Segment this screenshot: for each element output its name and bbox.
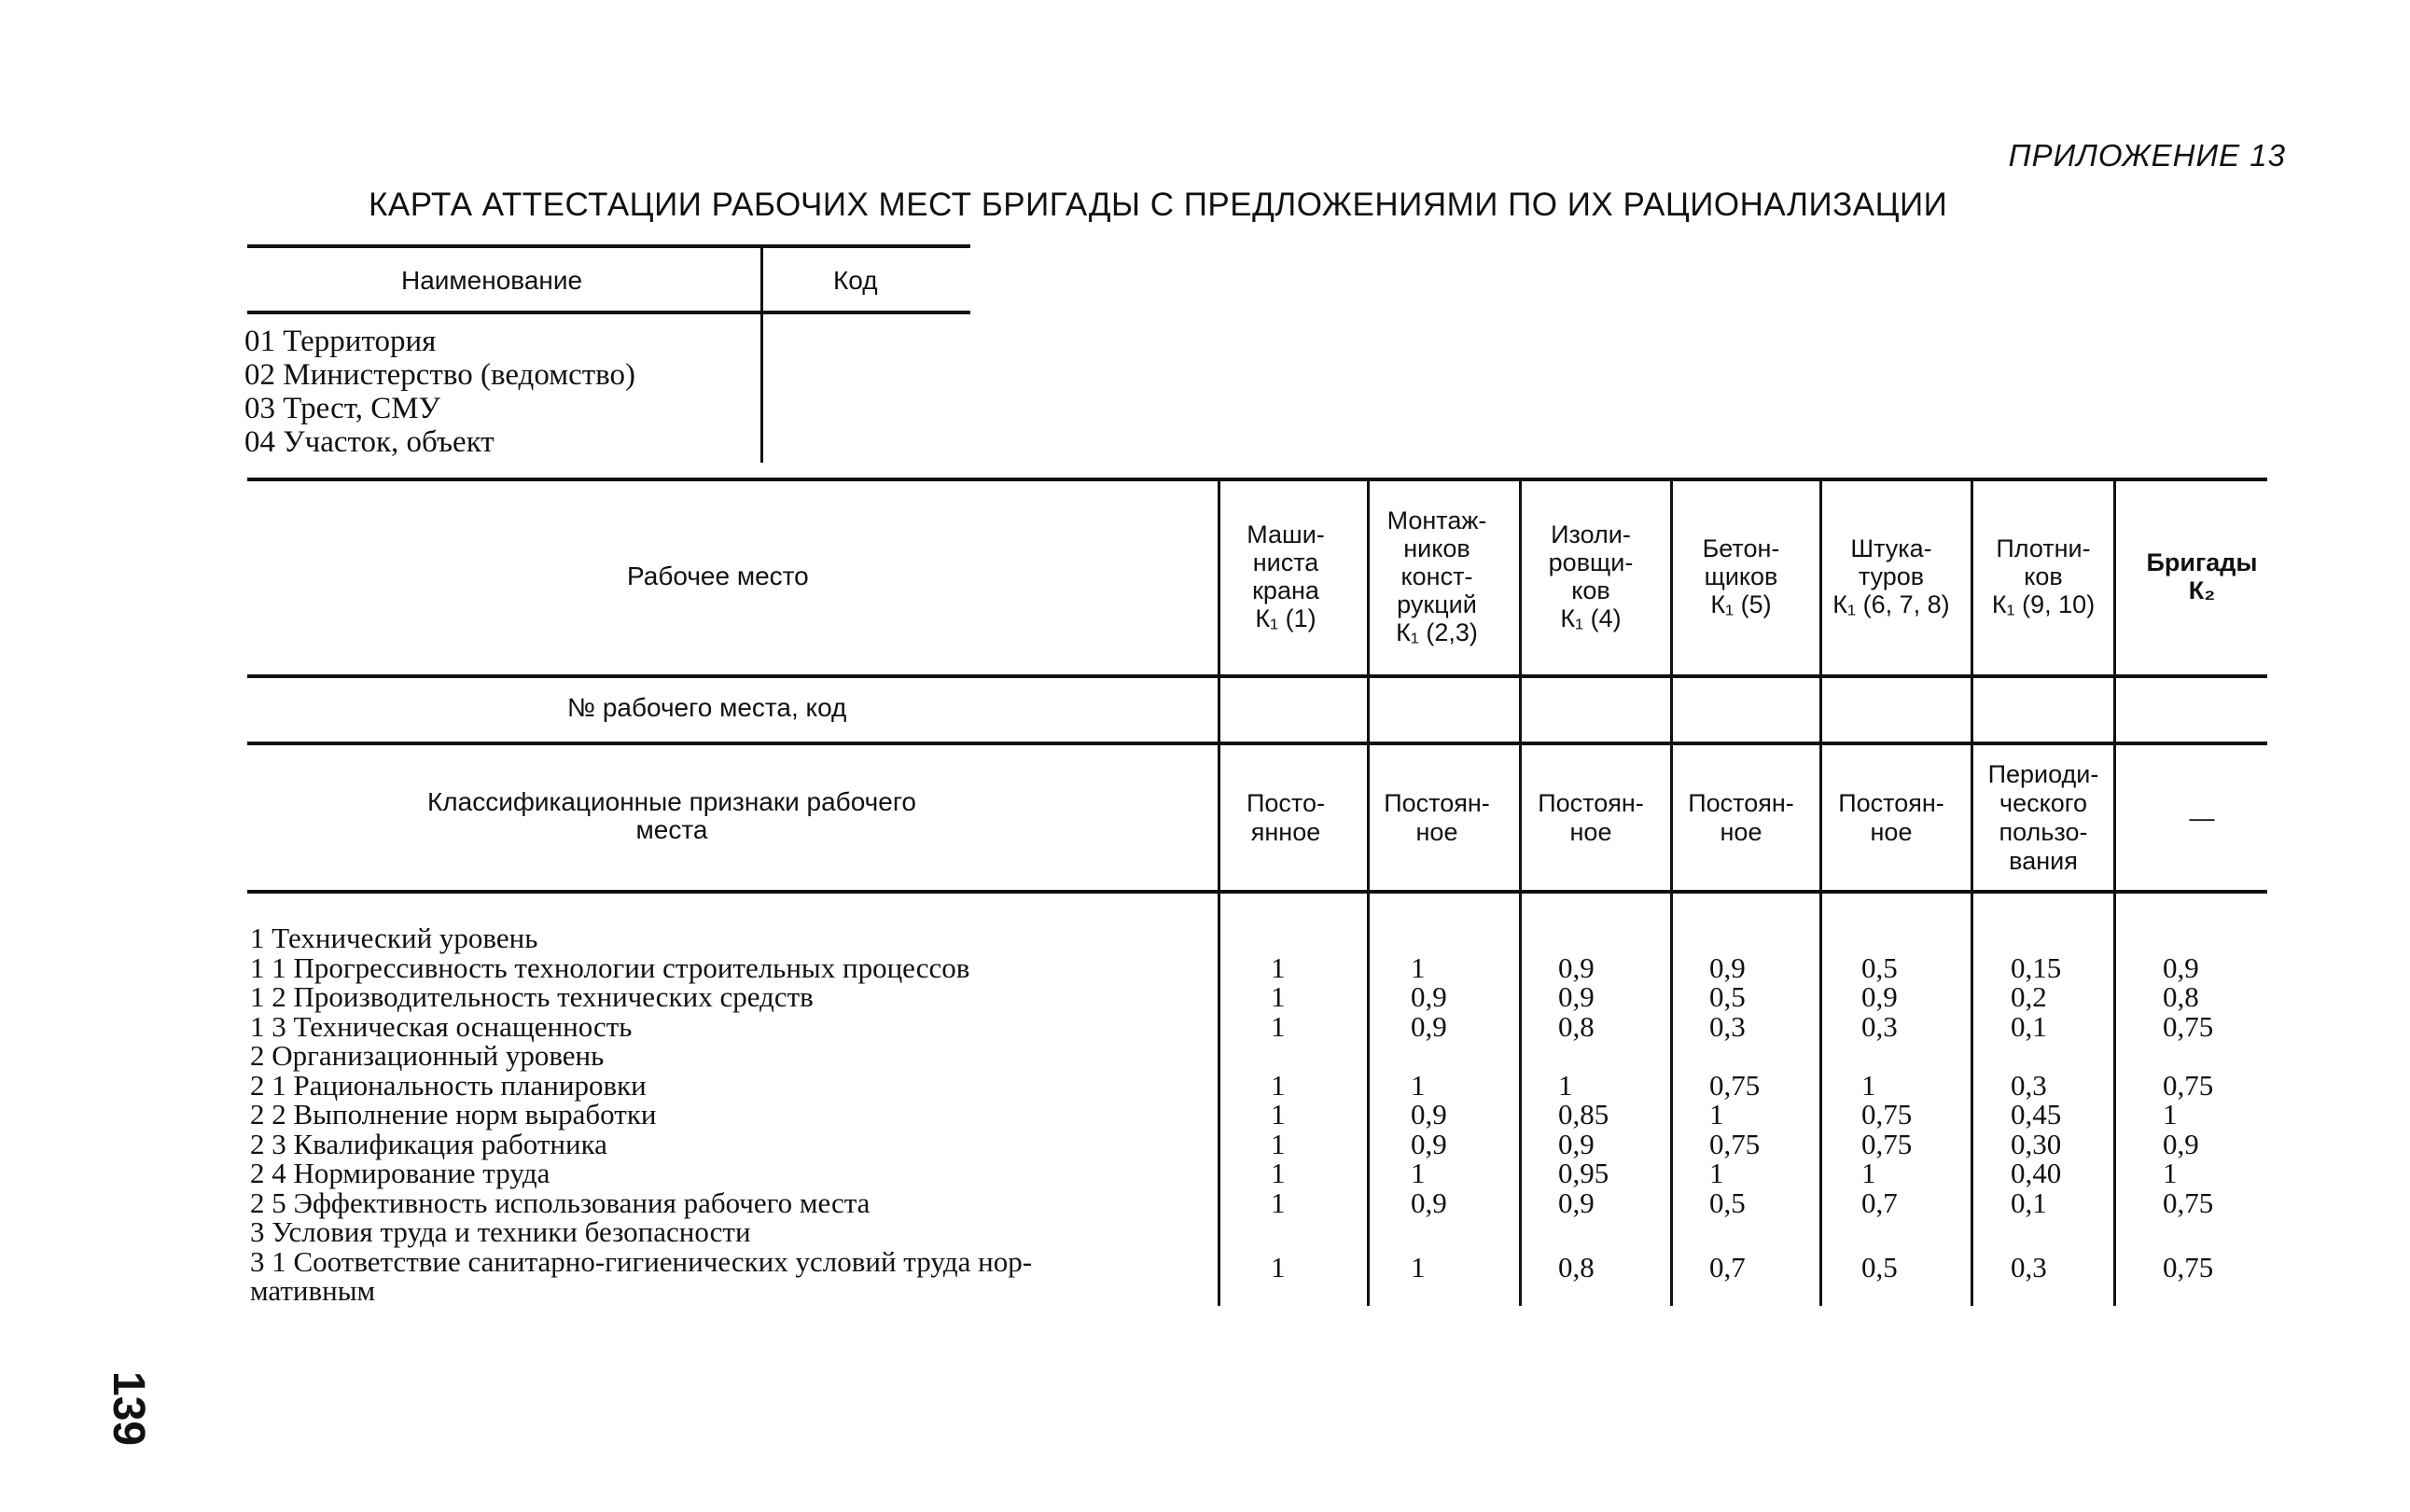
workplace-label: Рабочее место bbox=[627, 562, 809, 590]
classification-cell-line: Постоян- bbox=[1538, 789, 1644, 817]
table-cell-value: 1 bbox=[1271, 1250, 1286, 1283]
table-cell-value: 0,45 bbox=[2011, 1098, 2062, 1131]
classification-label-line-2: места bbox=[635, 815, 708, 844]
column-header bbox=[1818, 534, 1964, 618]
row-label: 2 4 Нормирование труда bbox=[250, 1157, 550, 1189]
row-label: 2 3 Квалификация работника bbox=[250, 1127, 607, 1160]
classification-cell-line: Постоян- bbox=[1384, 789, 1490, 817]
table-cell-value: 1 bbox=[2163, 1157, 2178, 1189]
table-cell-value: 0,75 bbox=[2163, 1186, 2214, 1219]
column-header-line: конст- bbox=[1400, 562, 1473, 590]
row-label: 1 Технический уровень bbox=[250, 922, 538, 954]
column-header-line: Бригады bbox=[2146, 548, 2258, 576]
table-cell-value: 0,7 bbox=[1861, 1186, 1898, 1219]
table-cell-value: 1 bbox=[1271, 980, 1286, 1013]
classification-cell-line: ческого bbox=[1999, 789, 2087, 817]
header-row: 03 Трест, СМУ bbox=[244, 392, 440, 425]
table-cell-value: 1 bbox=[1411, 1157, 1426, 1189]
row-label: 3 Условия труда и техники безопасности bbox=[250, 1215, 751, 1248]
column-header bbox=[1364, 506, 1510, 646]
table-cell-value: 1 bbox=[1861, 1068, 1876, 1102]
classification-cell-line: Постоян- bbox=[1838, 789, 1944, 817]
header-col-code: Код bbox=[833, 266, 878, 295]
table-cell-value: 1 bbox=[1411, 950, 1426, 984]
main-rule-3 bbox=[247, 742, 2267, 745]
table-cell-value: 0,75 bbox=[1709, 1127, 1761, 1160]
column-header-line: К₁ (5) bbox=[1710, 590, 1772, 618]
column-header bbox=[2129, 548, 2275, 604]
table-cell-value: 0,9 bbox=[1558, 950, 1595, 984]
classification-cell-line: ное bbox=[1569, 818, 1612, 846]
table-cell-value: 0,9 bbox=[1411, 980, 1447, 1013]
main-rule-2 bbox=[247, 674, 2267, 678]
row-label: мативным bbox=[250, 1274, 376, 1307]
column-header bbox=[1213, 520, 1358, 632]
document-title: КАРТА АТТЕСТАЦИИ РАБОЧИХ МЕСТ БРИГАДЫ С ПРЕДЛОЖЕНИЯМИ ПО ИХ РАЦИОНАЛИЗАЦИИ bbox=[369, 187, 1948, 223]
row-label: 2 5 Эффективность использования рабочего места bbox=[250, 1186, 871, 1219]
table-cell-value: 0,9 bbox=[1411, 1009, 1447, 1043]
header-col-name: Наименование bbox=[401, 266, 583, 295]
classification-cell-line: Посто- bbox=[1247, 789, 1325, 817]
table-cell-value: 1 bbox=[1271, 1186, 1286, 1219]
table-cell-value: 0,9 bbox=[1411, 1098, 1447, 1131]
table-cell-value: 1 bbox=[1271, 1157, 1286, 1189]
classification-cell bbox=[1969, 760, 2118, 876]
table-cell-value: 0,9 bbox=[2163, 1127, 2199, 1160]
table-cell-value: 0,5 bbox=[1861, 1250, 1898, 1283]
column-header-line: Бетон- bbox=[1702, 534, 1780, 562]
table-cell-value: 1 bbox=[1271, 1098, 1286, 1131]
column-header-line: К₁ (6, 7, 8) bbox=[1832, 590, 1950, 618]
column-header-line: Штука- bbox=[1850, 534, 1932, 562]
column-header-line: туров bbox=[1858, 562, 1925, 590]
table-cell-value: 1 bbox=[1271, 1009, 1286, 1043]
classification-cell-line: янное bbox=[1250, 818, 1321, 846]
column-header-line: крана bbox=[1252, 576, 1319, 604]
column-header bbox=[1971, 534, 2116, 618]
header-divider bbox=[760, 244, 763, 463]
row-label: 2 Организационный уровень bbox=[250, 1039, 605, 1072]
row-label: 1 1 Прогрессивность технологии строительных процессов bbox=[250, 950, 970, 984]
table-cell-value: 1 bbox=[1271, 1127, 1286, 1160]
table-cell-value: 0,30 bbox=[2011, 1127, 2062, 1160]
table-cell-value: 0,75 bbox=[1709, 1068, 1761, 1102]
column-header-line: ников bbox=[1403, 534, 1470, 562]
header-row: 01 Территория bbox=[244, 325, 437, 358]
column-header-line: К₂ bbox=[2188, 576, 2216, 604]
column-header-line: Монтаж- bbox=[1386, 506, 1487, 534]
table-cell-value: 1 bbox=[1411, 1250, 1426, 1283]
table-cell-value: 0,9 bbox=[1411, 1127, 1447, 1160]
row-label: 1 2 Производительность технических средств bbox=[250, 980, 814, 1013]
table-cell-value: 0,5 bbox=[1709, 980, 1746, 1013]
classification-cell-line: пользо- bbox=[1999, 818, 2088, 846]
table-cell-value: 0,8 bbox=[2163, 980, 2199, 1013]
column-header-line: К₁ (1) bbox=[1255, 603, 1316, 632]
table-cell-value: 1 bbox=[1271, 1068, 1286, 1102]
column-header-line: щиков bbox=[1704, 562, 1778, 590]
column-header bbox=[1668, 534, 1814, 618]
classification-cell bbox=[1211, 789, 1360, 847]
row-label: 2 1 Рациональность планировки bbox=[250, 1068, 647, 1102]
table-cell-value: 0,5 bbox=[1861, 950, 1898, 984]
table-cell-value: 0,9 bbox=[1411, 1186, 1447, 1219]
table-cell-value: 1 bbox=[1861, 1157, 1876, 1189]
table-cell-value: 0,8 bbox=[1558, 1009, 1595, 1043]
column-header-line: рукций bbox=[1397, 590, 1477, 618]
main-rule-4 bbox=[247, 890, 2267, 894]
header-top-rule bbox=[247, 244, 970, 248]
table-cell-value: 0,2 bbox=[2011, 980, 2047, 1013]
table-cell-value: 1 bbox=[1271, 950, 1286, 984]
table-cell-value: 0,3 bbox=[2011, 1250, 2047, 1283]
appendix-label: ПРИЛОЖЕНИЕ 13 bbox=[2008, 138, 2286, 173]
header-mid-rule bbox=[247, 311, 970, 314]
classification-cell-line: вания bbox=[2009, 847, 2078, 875]
classification-cell-line: Постоян- bbox=[1688, 789, 1794, 817]
table-cell-value: 1 bbox=[2163, 1098, 2178, 1131]
classification-cell-line: Периоди- bbox=[1987, 760, 2099, 788]
classification-cell bbox=[1817, 789, 1966, 847]
number-label: № рабочего места, код bbox=[567, 693, 847, 722]
header-row: 02 Министерство (ведомство) bbox=[244, 358, 636, 392]
row-label: 3 1 Соответствие санитарно-гигиенических условий труда нор- bbox=[250, 1244, 1033, 1278]
column-header-line: ниста bbox=[1252, 548, 1319, 576]
column-header-line: К₁ (9, 10) bbox=[1991, 590, 2096, 618]
table-cell-value: 0,95 bbox=[1558, 1157, 1609, 1189]
table-cell-value: 0,75 bbox=[1861, 1127, 1913, 1160]
table-cell-value: 0,9 bbox=[1709, 950, 1746, 984]
row-label: 2 2 Выполнение норм выработки bbox=[250, 1098, 657, 1131]
table-cell-value: 1 bbox=[1709, 1098, 1724, 1131]
row-label: 1 3 Техническая оснащенность bbox=[250, 1009, 633, 1043]
column-header-line: ков bbox=[1571, 576, 1610, 604]
table-cell-value: 0,40 bbox=[2011, 1157, 2062, 1189]
classification-cell bbox=[1666, 789, 1816, 847]
table-cell-value: 1 bbox=[1558, 1068, 1573, 1102]
table-cell-value: 0,3 bbox=[1861, 1009, 1898, 1043]
table-cell-value: 0,9 bbox=[1861, 980, 1898, 1013]
page-number: 139 bbox=[104, 1371, 153, 1447]
table-cell-value: 0,9 bbox=[1558, 1127, 1595, 1160]
column-header-line: К₁ (4) bbox=[1560, 603, 1622, 632]
header-row: 04 Участок, объект bbox=[244, 425, 495, 459]
table-cell-value: 0,75 bbox=[2163, 1068, 2214, 1102]
table-cell-value: 1 bbox=[1709, 1157, 1724, 1189]
classification-cell-line: ное bbox=[1720, 818, 1762, 846]
classification-cell bbox=[1362, 789, 1511, 847]
classification-cell-line: ное bbox=[1415, 818, 1458, 846]
column-header-line: Изоли- bbox=[1551, 520, 1631, 548]
table-cell-value: 0,7 bbox=[1709, 1250, 1746, 1283]
table-cell-value: 0,1 bbox=[2011, 1009, 2047, 1043]
table-cell-value: 0,3 bbox=[2011, 1068, 2047, 1102]
table-cell-value: 0,85 bbox=[1558, 1098, 1609, 1131]
classification-label-line-1: Классификационные признаки рабочего bbox=[426, 787, 916, 816]
table-cell-value: 0,75 bbox=[2163, 1009, 2214, 1043]
classification-cell-line: ное bbox=[1870, 818, 1913, 846]
table-cell-value: 0,1 bbox=[2011, 1186, 2047, 1219]
table-cell-value: 0,15 bbox=[2011, 950, 2062, 984]
table-cell-value: 0,9 bbox=[1558, 1186, 1595, 1219]
classification-cell bbox=[1516, 789, 1665, 847]
main-top-rule bbox=[247, 478, 2267, 481]
column-header bbox=[1518, 520, 1664, 632]
table-cell-value: 0,5 bbox=[1709, 1186, 1746, 1219]
table-cell-value: 1 bbox=[1411, 1068, 1426, 1102]
table-cell-value: 0,75 bbox=[2163, 1250, 2214, 1283]
column-header-line: ровщи- bbox=[1548, 548, 1634, 576]
column-header-line: К₁ (2,3) bbox=[1396, 617, 1478, 646]
column-header-line: ков bbox=[2024, 562, 2063, 590]
classification-cell bbox=[2127, 804, 2277, 833]
column-header-line: Плотни- bbox=[1996, 534, 2091, 562]
table-cell-value: 0,9 bbox=[2163, 950, 2199, 984]
column-header-line: Маши- bbox=[1247, 520, 1325, 548]
table-cell-value: 0,9 bbox=[1558, 980, 1595, 1013]
classification-label bbox=[411, 788, 933, 844]
table-cell-value: 0,75 bbox=[1861, 1098, 1913, 1131]
classification-cell-line: — bbox=[2189, 803, 2215, 832]
table-cell-value: 0,8 bbox=[1558, 1250, 1595, 1283]
table-cell-value: 0,3 bbox=[1709, 1009, 1746, 1043]
